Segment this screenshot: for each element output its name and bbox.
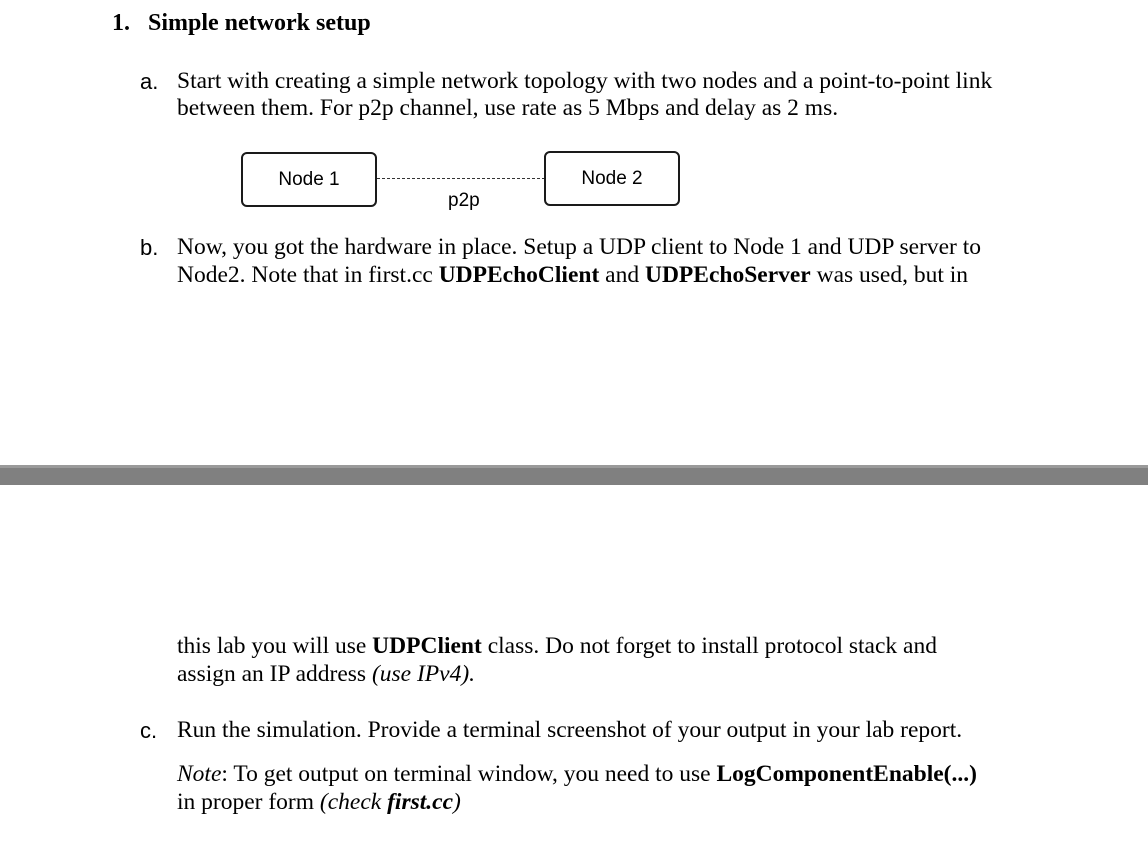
item-c-note-line2 (177, 789, 461, 816)
page-break-divider-edge (0, 465, 1148, 468)
section-heading (112, 10, 371, 37)
item-a-line2: between them. For p2p channel, use rate as 5 Mbps and delay as 2 ms. (177, 95, 839, 121)
node1-label: Node 1 (278, 168, 340, 190)
item-b-line2 (177, 262, 968, 289)
section-title: Simple network setup (148, 10, 371, 36)
item-b-line2-text3: was used, but in (810, 262, 969, 288)
item-a-line1: Start with creating a simple network topology with two nodes and a point-to-point link (177, 68, 993, 94)
note2-text: in proper form (177, 789, 320, 815)
item-b-line2-text2: and (599, 262, 645, 288)
note2-check: (check (319, 789, 388, 815)
ipv4-note: (use IPv4). (371, 661, 476, 687)
note2-close: ) (453, 789, 461, 815)
item-b-cont2-text1: assign an IP address (177, 661, 372, 687)
note-label: Note (177, 761, 222, 787)
section-number: 1. (112, 10, 130, 36)
item-b-line1: Now, you got the hardware in place. Setup a UDP client to Node 1 and UDP server to (177, 234, 982, 260)
item-c-line1: Run the simulation. Provide a terminal screenshot of your output in your lab report. (177, 717, 963, 743)
item-b-cont1-text2: class. Do not forget to install protocol stack and (481, 633, 937, 659)
item-b-label: b. (140, 235, 159, 260)
p2p-link-label: p2p (448, 190, 480, 211)
item-b-cont1-text1: this lab you will use (177, 633, 373, 659)
item-b-line2-text1: Node2. Note that in first.cc (177, 262, 439, 288)
item-c-label: c. (140, 718, 158, 743)
item-b-cont-line1 (177, 633, 937, 660)
page-break-divider (0, 465, 1148, 485)
udp-echo-client-term: UDPEchoClient (438, 262, 600, 288)
udp-client-term: UDPClient (372, 633, 482, 659)
item-c-note-line1 (177, 761, 977, 788)
log-component-enable-term: LogComponentEnable(...) (716, 761, 977, 787)
first-cc-term: first.cc (387, 789, 454, 815)
item-b-cont-line2 (177, 661, 475, 688)
note-text: : To get output on terminal window, you need to use (221, 761, 717, 787)
node2-box (544, 151, 680, 206)
p2p-link-line (377, 178, 545, 179)
node1-box (241, 152, 377, 207)
item-a-label: a. (140, 69, 159, 94)
node2-label: Node 2 (581, 167, 643, 189)
udp-echo-server-term: UDPEchoServer (644, 262, 811, 288)
